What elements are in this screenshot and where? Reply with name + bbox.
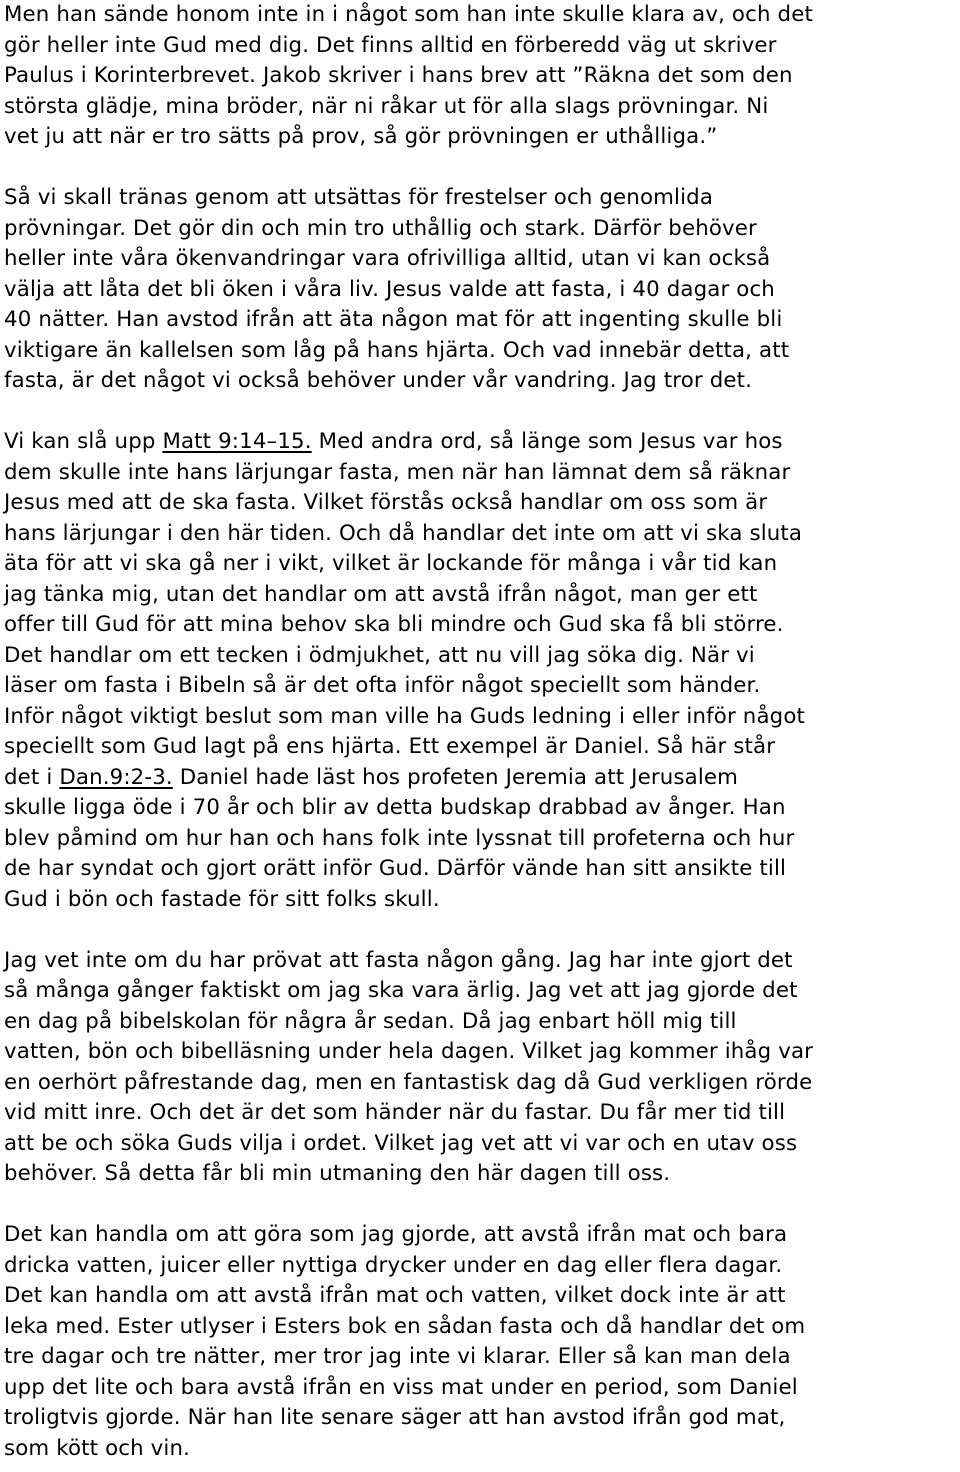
text-line: dem skulle inte hans lärjungar fasta, men när han lämnat dem så räknar bbox=[4, 459, 791, 485]
text-line: största glädje, mina bröder, när ni råkar ut för alla slags prövningar. Ni bbox=[4, 93, 769, 119]
text-line: äta för att vi ska gå ner i vikt, vilket är lockande för många i vår tid kan bbox=[4, 551, 778, 576]
text-line: läser om fasta i Bibeln så är det ofta inför något speciellt som händer. bbox=[4, 673, 761, 698]
text-line: prövningar. Det gör din och min tro uthållig och stark. Därför behöver bbox=[4, 215, 757, 241]
paragraph-1 bbox=[4, 0, 956, 153]
bible-reference-link-matt[interactable]: Matt 9:14–15. bbox=[162, 429, 312, 454]
text-line: tre dagar och tre nätter, mer tror jag inte vi klarar. Eller så kan man dela bbox=[4, 1344, 791, 1369]
text-line: Men han sände honom inte in i något som han inte skulle klara av, och det bbox=[4, 2, 813, 27]
document-page bbox=[4, 0, 956, 1464]
text-line: en dag på bibelskolan för några år sedan. Då jag enbart höll mig till bbox=[4, 1008, 737, 1034]
text-line: jag tänka mig, utan det handlar om att avstå ifrån något, man ger ett bbox=[4, 581, 758, 607]
text-line: heller inte våra ökenvandringar vara ofrivilliga alltid, utan vi kan också bbox=[4, 246, 771, 271]
text-line: dricka vatten, juicer eller nyttiga drycker under en dag eller flera dagar. bbox=[4, 1252, 783, 1278]
text-line: hans lärjungar i den här tiden. Och då handlar det inte om att vi ska sluta bbox=[4, 520, 803, 546]
text-line: Inför något viktigt beslut som man ville ha Guds ledning i eller inför något bbox=[4, 703, 805, 729]
paragraph-3 bbox=[4, 427, 956, 915]
text-segment: Daniel hade läst hos profeten Jeremia att Jerusalem bbox=[172, 764, 739, 790]
text-line: 40 nätter. Han avstod ifrån att äta någon mat för att ingenting skulle bli bbox=[4, 307, 783, 332]
text-line: välja att låta det bli öken i våra liv. Jesus valde att fasta, i 40 dagar och bbox=[4, 276, 775, 302]
text-line bbox=[4, 427, 956, 458]
text-line: fasta, är det något vi också behöver under vår vandring. Jag tror det. bbox=[4, 368, 753, 393]
text-line: Det handlar om ett tecken i ödmjukhet, att nu vill jag söka dig. När vi bbox=[4, 642, 755, 668]
text-line: behöver. Så detta får bli min utmaning den här dagen till oss. bbox=[4, 1161, 671, 1186]
text-line: Gud i bön och fastade för sitt folks skull. bbox=[4, 886, 440, 912]
text-line: vet ju att när er tro sätts på prov, så gör prövningen er uthålliga.” bbox=[4, 124, 718, 149]
text-line: Så vi skall tränas genom att utsättas för frestelser och genomlida bbox=[4, 185, 714, 210]
text-line: blev påmind om hur han och hans folk inte lyssnat till profeterna och hur bbox=[4, 825, 795, 851]
text-line: speciellt som Gud lagt på ens hjärta. Ett exempel är Daniel. Så här står bbox=[4, 734, 776, 759]
paragraph-5 bbox=[4, 1220, 956, 1464]
text-line: en oerhört påfrestande dag, men en fantastisk dag då Gud verkligen rörde bbox=[4, 1069, 813, 1095]
text-segment: det i bbox=[4, 764, 60, 790]
text-line: viktigare än kallelsen som låg på hans hjärta. Och vad innebär detta, att bbox=[4, 337, 790, 363]
text-line: så många gånger faktiskt om jag ska vara ärlig. Jag vet att jag gjorde det bbox=[4, 978, 798, 1003]
paragraph-4 bbox=[4, 946, 956, 1190]
text-line: som kött och vin. bbox=[4, 1435, 191, 1461]
text-line: upp det lite och bara avstå ifrån en viss mat under en period, som Daniel bbox=[4, 1374, 798, 1400]
text-line: Det kan handla om att avstå ifrån mat och vatten, vilket dock inte är att bbox=[4, 1283, 786, 1308]
text-line: Jag vet inte om du har prövat att fasta någon gång. Jag har inte gjort det bbox=[4, 947, 793, 973]
text-line: gör heller inte Gud med dig. Det finns alltid en förberedd väg ut skriver bbox=[4, 32, 777, 58]
text-line: troligtvis gjorde. När han lite senare säger att han avstod ifrån god mat, bbox=[4, 1405, 786, 1430]
text-line: Det kan handla om att göra som jag gjorde, att avstå ifrån mat och bara bbox=[4, 1222, 788, 1247]
text-line: vid mitt inre. Och det är det som händer när du fastar. Du får mer tid till bbox=[4, 1100, 786, 1125]
text-line: Jesus med att de ska fasta. Vilket förstås också handlar om oss som är bbox=[4, 490, 768, 515]
text-segment: Med andra ord, så länge som Jesus var hos bbox=[311, 429, 783, 454]
text-line: skulle ligga öde i 70 år och blir av detta budskap drabbad av ånger. Han bbox=[4, 795, 786, 820]
text-line: de har syndat och gjort orätt inför Gud. Därför vände han sitt ansikte till bbox=[4, 856, 787, 881]
text-segment: Vi kan slå upp bbox=[4, 429, 163, 454]
text-line: att be och söka Guds vilja i ordet. Vilket jag vet att vi var och en utav oss bbox=[4, 1130, 798, 1156]
bible-reference-link-dan[interactable]: Dan.9:2-3. bbox=[59, 764, 173, 790]
text-line bbox=[4, 763, 956, 794]
text-line: vatten, bön och bibelläsning under hela dagen. Vilket jag kommer ihåg var bbox=[4, 1039, 814, 1064]
paragraph-2 bbox=[4, 183, 956, 397]
text-line: leka med. Ester utlyser i Esters bok en sådan fasta och då handlar det om bbox=[4, 1313, 806, 1339]
text-line: Paulus i Korinterbrevet. Jakob skriver i hans brev att ”Räkna det som den bbox=[4, 63, 793, 88]
text-line: offer till Gud för att mina behov ska bli mindre och Gud ska få bli större. bbox=[4, 612, 784, 637]
